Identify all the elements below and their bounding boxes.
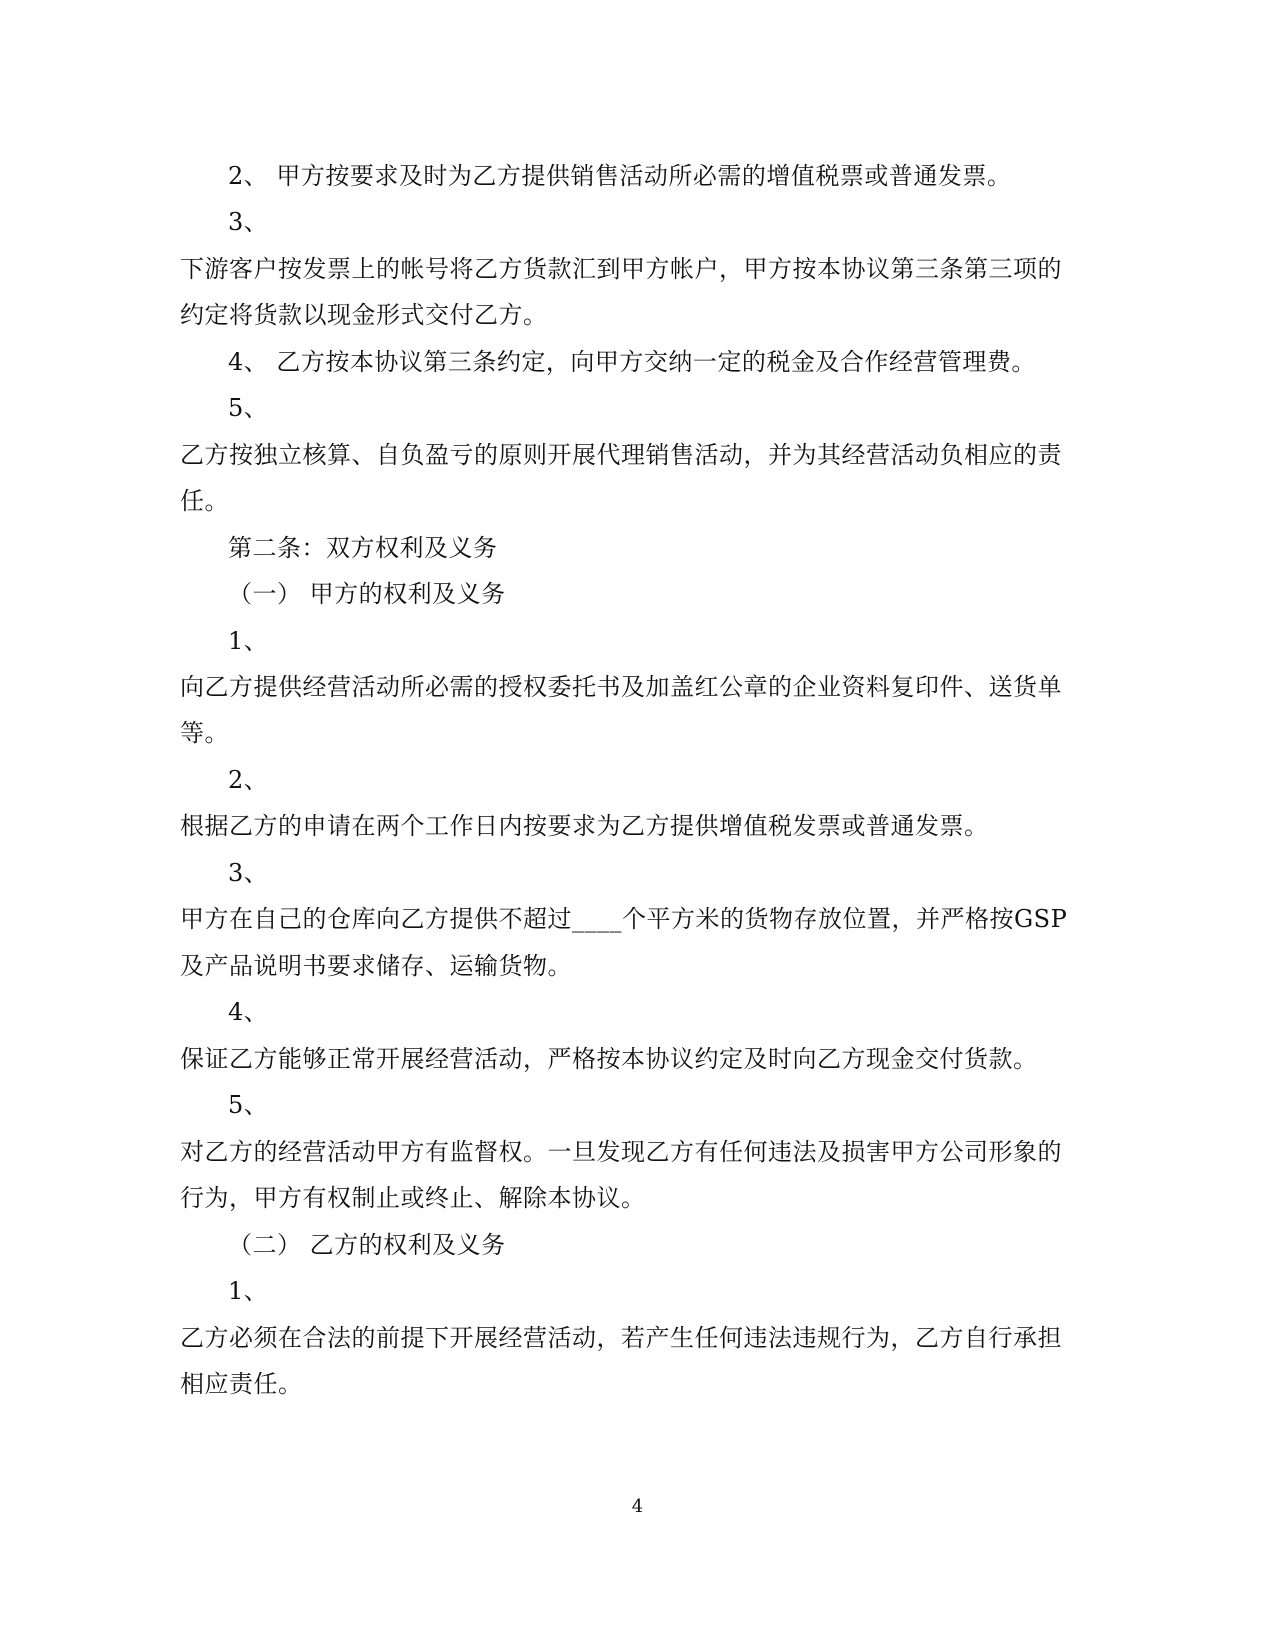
text-line: 向乙方提供经营活动所必需的授权委托书及加盖红公章的企业资料复印件、送货单 — [180, 673, 1062, 701]
text-line: 任。 — [180, 487, 229, 515]
text-line: 保证乙方能够正常开展经营活动，严格按本协议约定及时向乙方现金交付货款。 — [180, 1045, 1038, 1073]
text-line: 2、 甲方按要求及时为乙方提供销售活动所必需的增值税票或普通发票。 — [228, 162, 1012, 190]
text-line: 3、 — [228, 208, 269, 236]
text-line: 乙方必须在合法的前提下开展经营活动，若产生任何违法违规行为，乙方自行承担 — [180, 1324, 1062, 1352]
text-line: 4、 — [228, 998, 269, 1026]
text-line: 等。 — [180, 719, 229, 747]
text-line: 根据乙方的申请在两个工作日内按要求为乙方提供增值税发票或普通发票。 — [180, 812, 989, 840]
text-line: 3、 — [228, 859, 269, 887]
text-line: 5、 — [228, 394, 269, 422]
text-line: 1、 — [228, 1277, 269, 1305]
text-line: 相应责任。 — [180, 1370, 303, 1398]
page-number: 4 — [631, 1496, 644, 1517]
text-line: 下游客户按发票上的帐号将乙方货款汇到甲方帐户，甲方按本协议第三条第三项的 — [180, 255, 1062, 283]
subsection-heading: （一） 甲方的权利及义务 — [228, 580, 506, 608]
subsection-heading: （二） 乙方的权利及义务 — [228, 1231, 506, 1259]
text-line: 甲方在自己的仓库向乙方提供不超过____个平方米的货物存放位置，并严格按GSP — [180, 905, 1068, 933]
text-line: 行为，甲方有权制止或终止、解除本协议。 — [180, 1184, 646, 1212]
text-line: 及产品说明书要求储存、运输货物。 — [180, 952, 572, 980]
text-line: 约定将货款以现金形式交付乙方。 — [180, 301, 548, 329]
section-heading: 第二条：双方权利及义务 — [228, 534, 498, 562]
text-line: 对乙方的经营活动甲方有监督权。一旦发现乙方有任何违法及损害甲方公司形象的 — [180, 1138, 1062, 1166]
text-line: 1、 — [228, 627, 269, 655]
text-line: 乙方按独立核算、自负盈亏的原则开展代理销售活动，并为其经营活动负相应的责 — [180, 441, 1062, 469]
text-line: 5、 — [228, 1091, 269, 1119]
text-line: 2、 — [228, 766, 269, 794]
text-line: 4、 乙方按本协议第三条约定，向甲方交纳一定的税金及合作经营管理费。 — [228, 348, 1036, 376]
